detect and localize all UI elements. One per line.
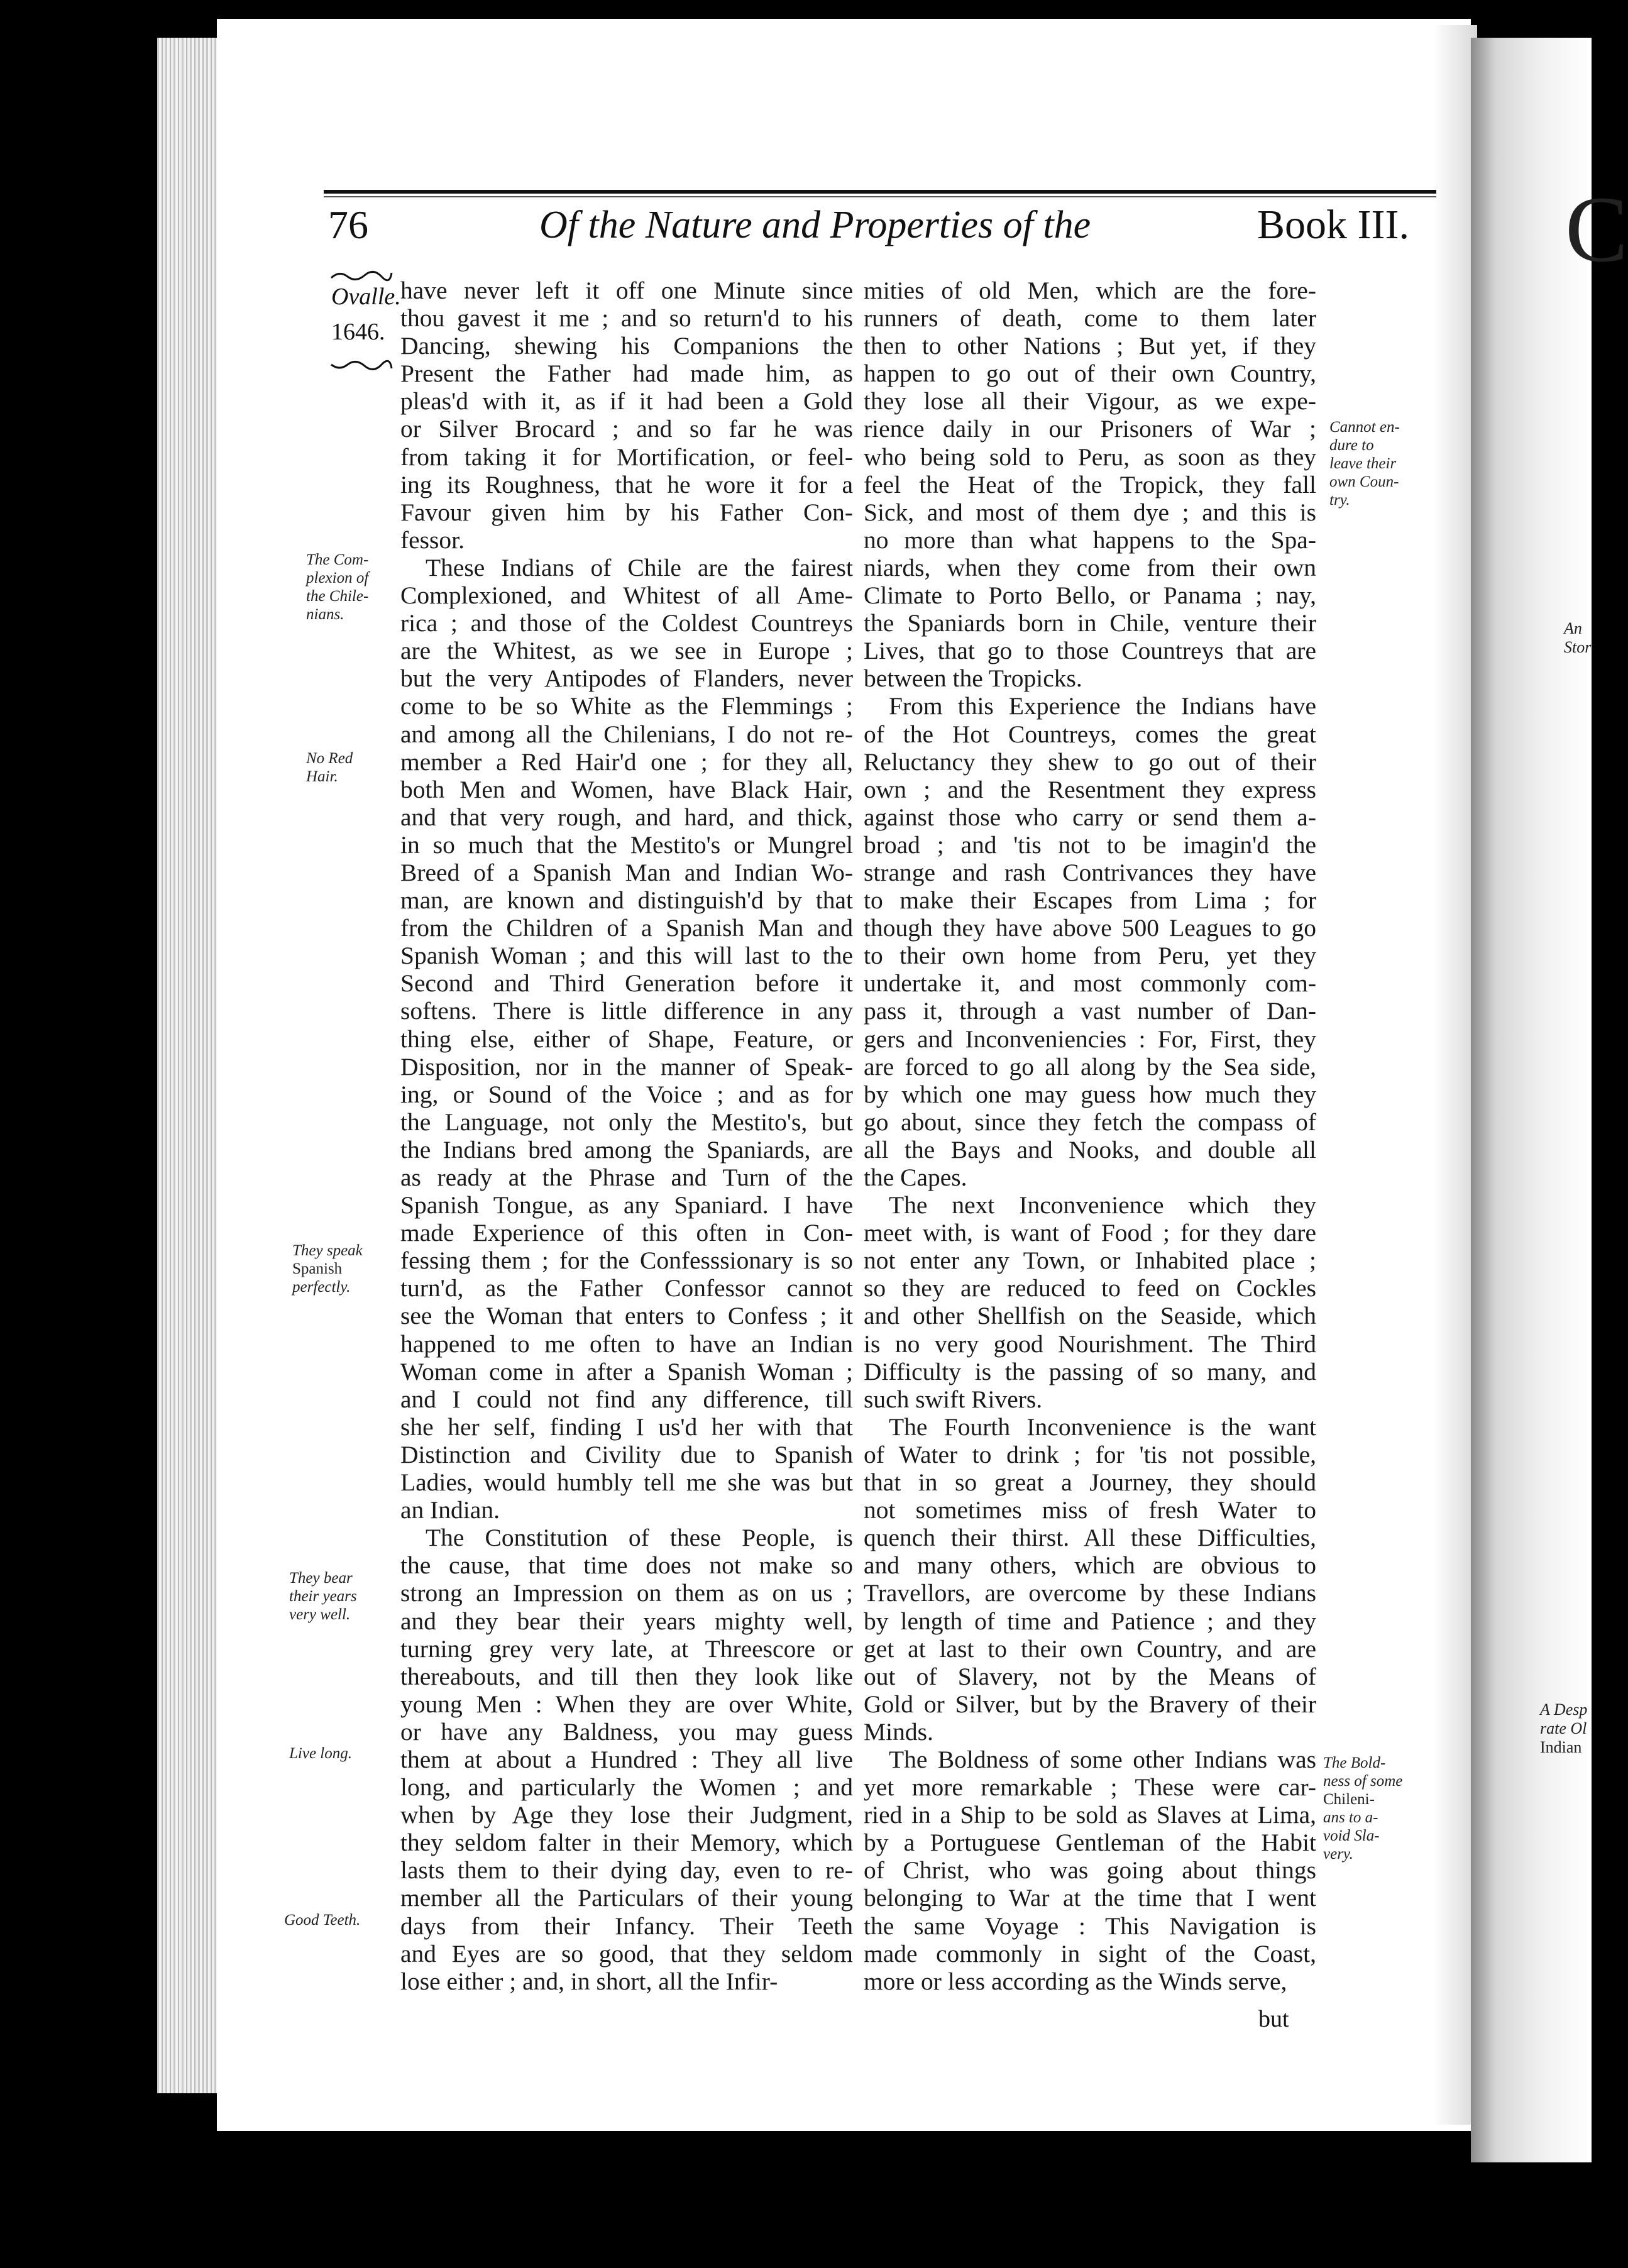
text-line: more or less according as the Winds serve, bbox=[864, 1967, 1287, 1995]
text-line: get at last to their own Country, and are bbox=[864, 1634, 1316, 1663]
text-line: ing, or Sound of the Voice ; and as for bbox=[400, 1080, 853, 1108]
text-line: long, and particularly the Women ; and bbox=[400, 1773, 853, 1802]
text-line: from taking it for Mortification, or feel- bbox=[400, 443, 853, 471]
text-line: softens. There is little difference in any bbox=[400, 997, 853, 1025]
text-line: as ready at the Phrase and Turn of the bbox=[400, 1164, 853, 1191]
header-rule-thin bbox=[324, 196, 1436, 197]
text-line: The Fourth Inconvenience is the want bbox=[889, 1412, 1316, 1441]
text-line: days from their Infancy. Their Teeth bbox=[400, 1912, 853, 1940]
text-line: strange and rash Contrivances they have bbox=[864, 858, 1316, 886]
text-line: Woman come in after a Spanish Woman ; bbox=[400, 1357, 853, 1385]
text-line: between the Tropicks. bbox=[864, 664, 1082, 693]
text-line: out of Slavery, not by the Means of bbox=[864, 1662, 1316, 1690]
text-line: the same Voyage : This Navigation is bbox=[864, 1912, 1316, 1940]
text-line: belonging to War at the time that I went bbox=[864, 1884, 1316, 1912]
margin-note-boldness: The Bold- ness of some Chileni- ans to a- void Sla- very. bbox=[1323, 1754, 1403, 1863]
text-line: they lose all their Vigour, as we expe- bbox=[864, 387, 1316, 416]
text-line: ing its Roughness, that he wore it for a bbox=[400, 470, 853, 498]
text-line: broad ; and 'tis not to be imagin'd the bbox=[864, 830, 1316, 859]
text-line: lasts them to their dying day, even to re- bbox=[400, 1856, 853, 1885]
catchword: but bbox=[1258, 2006, 1289, 2032]
text-line: meet with, is want of Food ; for they dare bbox=[864, 1219, 1316, 1247]
text-line: happened to me often to have an Indian bbox=[400, 1329, 853, 1358]
text-line: the Spaniards born in Chile, venture their bbox=[864, 609, 1316, 637]
text-line: Favour given him by his Father Con- bbox=[400, 498, 853, 526]
running-title: Of the Nature and Properties of the bbox=[539, 204, 1091, 246]
text-line: member all the Particulars of their young bbox=[400, 1884, 853, 1912]
facing-note-1: An Stor bbox=[1564, 619, 1592, 656]
text-line: who being sold to Peru, as soon as they bbox=[864, 443, 1316, 471]
text-line: From this Experience the Indians have bbox=[889, 692, 1316, 720]
text-line: an Indian. bbox=[400, 1496, 500, 1524]
text-line: lose either ; and, in short, all the Infir- bbox=[400, 1967, 778, 1995]
text-line: The Constitution of these People, is bbox=[426, 1524, 853, 1552]
text-line: thing else, either of Shape, Feature, or bbox=[400, 1025, 853, 1053]
right-text-column bbox=[864, 277, 1316, 1995]
text-line: come to be so White as the Flemmings ; bbox=[400, 692, 853, 720]
text-line: then to other Nations ; But yet, if they bbox=[864, 332, 1316, 360]
margin-note-cannot-leave: Cannot en- dure to leave their own Coun- try. bbox=[1329, 419, 1400, 509]
text-line: rica ; and those of the Coldest Countreys bbox=[400, 609, 853, 637]
text-line: pass it, through a vast number of Dan- bbox=[864, 997, 1316, 1025]
text-line: are the Whitest, as we see in Europe ; bbox=[400, 637, 853, 665]
text-line: turning grey very late, at Threescore or bbox=[400, 1634, 853, 1663]
text-line: Distinction and Civility due to Spanish bbox=[400, 1440, 853, 1468]
text-line: she her self, finding I us'd her with that bbox=[400, 1412, 853, 1441]
text-line: fessing them ; for the Confesssionary is so bbox=[400, 1247, 853, 1275]
flourish-ornament bbox=[330, 269, 393, 282]
text-line: and Eyes are so good, that they seldom bbox=[400, 1939, 853, 1968]
author-year: 1646. bbox=[331, 319, 385, 345]
book-label: Book III. bbox=[1257, 202, 1409, 248]
text-line: thou gavest it me ; and so return'd to his bbox=[400, 304, 853, 333]
text-line: Disposition, nor in the manner of Speak- bbox=[400, 1052, 853, 1081]
text-line: The next Inconvenience which they bbox=[889, 1191, 1316, 1219]
text-line: member a Red Hair'd one ; for they all, bbox=[400, 747, 853, 776]
text-line: from the Children of a Spanish Man and bbox=[400, 914, 853, 942]
margin-note-speak-spanish: They speak Spanish perfectly. bbox=[292, 1242, 363, 1296]
margin-note-live-long: Live long. bbox=[289, 1745, 352, 1762]
text-line: not sometimes miss of fresh Water to bbox=[864, 1496, 1316, 1524]
text-line: The Boldness of some other Indians was bbox=[889, 1745, 1316, 1773]
text-line: against those who carry or send them a- bbox=[864, 803, 1316, 831]
text-line: Climate to Porto Bello, or Panama ; nay, bbox=[864, 581, 1316, 610]
text-line: undertake it, and most commonly com- bbox=[864, 969, 1316, 998]
text-line: Travellors, are overcome by these Indians bbox=[864, 1579, 1316, 1607]
text-line: the Capes. bbox=[864, 1164, 967, 1191]
facing-page bbox=[1471, 38, 1628, 2162]
text-line: but the very Antipodes of Flanders, never bbox=[400, 664, 853, 693]
text-line: These Indians of Chile are the fairest bbox=[426, 553, 853, 581]
text-line: turn'd, as the Father Confessor cannot bbox=[400, 1274, 853, 1302]
text-line: of the Hot Countreys, comes the great bbox=[864, 720, 1316, 748]
text-line: is no very good Nourishment. The Third bbox=[864, 1329, 1316, 1358]
text-line: man, are known and distinguish'd by that bbox=[400, 886, 853, 915]
margin-note-red-hair: No Red Hair. bbox=[306, 750, 353, 785]
text-line: young Men : When they are over White, bbox=[400, 1690, 853, 1718]
facing-note-2: A Desp rate Ol Indian bbox=[1540, 1700, 1588, 1756]
text-line: Sick, and most of them dye ; and this is bbox=[864, 498, 1316, 526]
text-line: Gold or Silver, but by the Bravery of their bbox=[864, 1690, 1316, 1718]
text-line: strong an Impression on them as on us ; bbox=[400, 1579, 853, 1607]
text-line: of Water to drink ; for 'tis not possible, bbox=[864, 1440, 1316, 1468]
text-line: that in so great a Journey, they should bbox=[864, 1468, 1316, 1497]
text-line: of Christ, who was going about things bbox=[864, 1856, 1316, 1885]
margin-note-bear-years: They bear their years very well. bbox=[289, 1570, 357, 1623]
text-line: and I could not find any difference, till bbox=[400, 1385, 853, 1413]
text-line: yet more remarkable ; These were car- bbox=[864, 1773, 1316, 1802]
margin-note-complexion: The Com- plexion of the Chile- nians. bbox=[306, 551, 369, 623]
text-line: they seldom falter in their Memory, which bbox=[400, 1829, 853, 1857]
page-block-edge bbox=[157, 38, 220, 2093]
text-line: no more than what happens to the Spa- bbox=[864, 526, 1316, 554]
text-line: and they bear their years mighty well, bbox=[400, 1607, 853, 1635]
text-line: to their own home from Peru, yet they bbox=[864, 942, 1316, 970]
text-line: and many others, which are obvious to bbox=[864, 1551, 1316, 1580]
text-line: the Language, not only the Mestito's, but bbox=[400, 1108, 853, 1136]
text-line: them at about a Hundred : They all live bbox=[400, 1745, 853, 1773]
text-line: to make their Escapes from Lima ; for bbox=[864, 886, 1316, 915]
text-line: in so much that the Mestito's or Mungrel bbox=[400, 830, 853, 859]
header-rule bbox=[324, 190, 1436, 194]
text-line: made commonly in sight of the Coast, bbox=[864, 1939, 1316, 1968]
text-line: when by Age they lose their Judgment, bbox=[400, 1801, 853, 1829]
text-line: Present the Father had made him, as bbox=[400, 360, 853, 388]
text-line: Spanish Woman ; and this will last to the bbox=[400, 942, 853, 970]
text-line: Breed of a Spanish Man and Indian Wo- bbox=[400, 858, 853, 886]
text-line: and among all the Chilenians, I do not re- bbox=[400, 720, 853, 748]
text-line: niards, when they come from their own bbox=[864, 553, 1316, 581]
text-line: Complexioned, and Whitest of all Ame- bbox=[400, 581, 853, 610]
text-line: quench their thirst. All these Difficulties, bbox=[864, 1524, 1316, 1552]
text-line: fessor. bbox=[400, 526, 465, 554]
text-line: rience daily in our Prisoners of War ; bbox=[864, 415, 1316, 443]
text-line: Minds. bbox=[864, 1717, 933, 1746]
margin-note-good-teeth: Good Teeth. bbox=[284, 1912, 361, 1929]
text-line: all the Bays and Nooks, and double all bbox=[864, 1135, 1316, 1164]
text-line: ried in a Ship to be sold as Slaves at Lima, bbox=[864, 1801, 1316, 1829]
flourish-ornament bbox=[330, 360, 393, 372]
text-line: such swift Rivers. bbox=[864, 1385, 1043, 1413]
text-line: Dancing, shewing his Companions the bbox=[400, 332, 853, 360]
text-line: thereabouts, and till then they look like bbox=[400, 1662, 853, 1690]
page-number: 76 bbox=[328, 202, 368, 247]
text-line: runners of death, come to them later bbox=[864, 304, 1316, 333]
left-text-column bbox=[400, 277, 853, 1995]
text-line: or have any Baldness, you may guess bbox=[400, 1717, 853, 1746]
text-line: not enter any Town, or Inhabited place ; bbox=[864, 1247, 1316, 1275]
text-line: or Silver Brocard ; and so far he was bbox=[400, 415, 853, 443]
facing-page-letter: C bbox=[1565, 177, 1628, 282]
text-line: so they are reduced to feed on Cockles bbox=[864, 1274, 1316, 1302]
text-line: by a Portuguese Gentleman of the Habit bbox=[864, 1829, 1316, 1857]
text-line: Ladies, would humbly tell me she was but bbox=[400, 1468, 853, 1497]
text-line: pleas'd with it, as if it had been a Gold bbox=[400, 387, 853, 416]
text-line: made Experience of this often in Con- bbox=[400, 1219, 853, 1247]
text-line: mities of old Men, which are the fore- bbox=[864, 277, 1316, 304]
text-line: and that very rough, and hard, and thick, bbox=[400, 803, 853, 831]
text-line: see the Woman that enters to Confess ; it bbox=[400, 1302, 853, 1330]
text-line: go about, since they fetch the compass of bbox=[864, 1108, 1316, 1136]
text-line: Lives, that go to those Countreys that are bbox=[864, 637, 1316, 665]
text-line: Difficulty is the passing of so many, and bbox=[864, 1357, 1316, 1385]
text-line: though they have above 500 Leagues to go bbox=[864, 914, 1316, 942]
text-line: Spanish Tongue, as any Spaniard. I have bbox=[400, 1191, 853, 1219]
text-line: and other Shellfish on the Seaside, which bbox=[864, 1302, 1316, 1330]
text-line: the Indians bred among the Spaniards, are bbox=[400, 1135, 853, 1164]
author-name: Ovalle. bbox=[331, 284, 401, 310]
text-line: own ; and the Resentment they express bbox=[864, 775, 1316, 803]
text-line: Second and Third Generation before it bbox=[400, 969, 853, 998]
text-line: the cause, that time does not make so bbox=[400, 1551, 853, 1580]
text-line: have never left it off one Minute since bbox=[400, 277, 853, 304]
text-line: by which one may guess how much they bbox=[864, 1080, 1316, 1108]
text-line: feel the Heat of the Tropick, they fall bbox=[864, 470, 1316, 498]
text-line: are forced to go all along by the Sea side, bbox=[864, 1052, 1316, 1081]
text-line: by length of time and Patience ; and they bbox=[864, 1607, 1316, 1635]
text-line: gers and Inconveniencies : For, First, they bbox=[864, 1025, 1316, 1053]
text-line: Reluctancy they shew to go out of their bbox=[864, 747, 1316, 776]
text-line: both Men and Women, have Black Hair, bbox=[400, 775, 853, 803]
text-line: happen to go out of their own Country, bbox=[864, 360, 1316, 388]
